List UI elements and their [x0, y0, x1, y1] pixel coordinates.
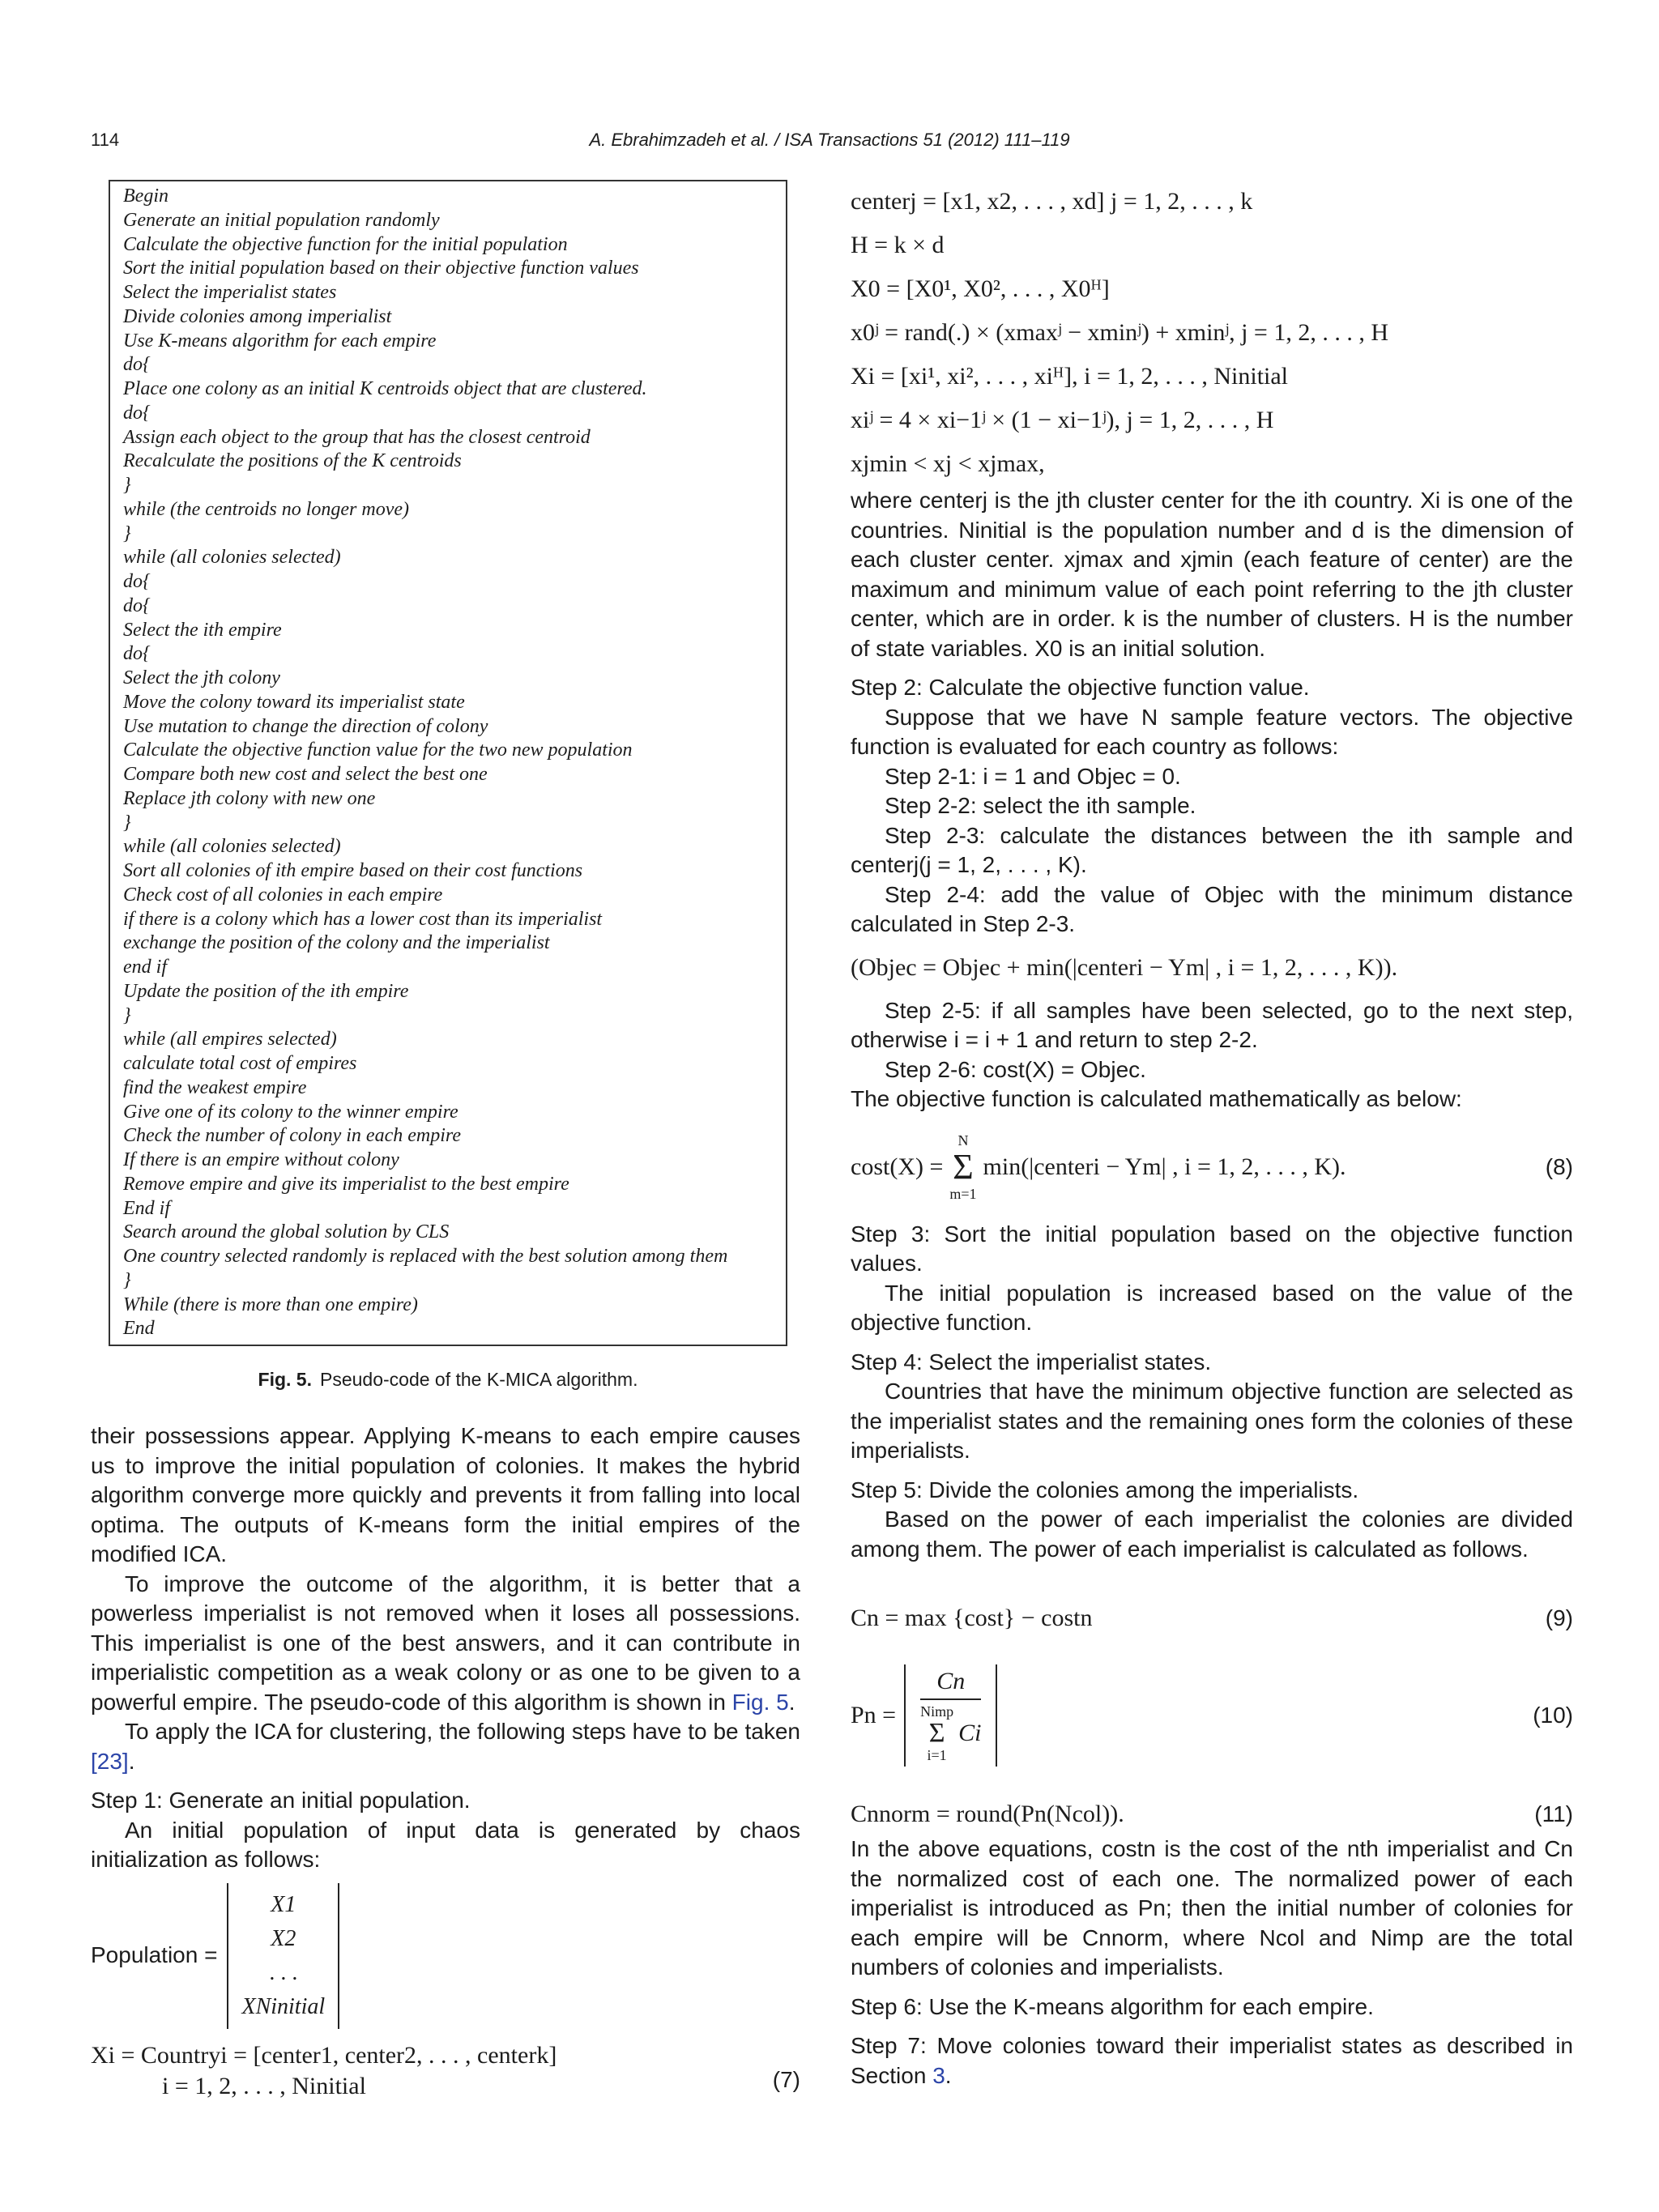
pseudo-code-line: One country selected randomly is replaced with the best solution among them: [123, 1246, 728, 1267]
matrix-row: X2: [271, 1925, 296, 1951]
pseudo-code-line: Search around the global solution by CLS: [123, 1221, 450, 1243]
pseudo-code-line: Select the ith empire: [123, 619, 282, 641]
pseudo-code-line: }: [123, 1269, 131, 1291]
eq8-sum: [949, 1132, 976, 1203]
population-label: Population =: [91, 1942, 218, 1968]
pseudo-code-line: }: [123, 475, 131, 496]
page-number: 114: [91, 130, 120, 150]
substep: Step 2-1: i = 1 and Objec = 0.: [885, 763, 1181, 789]
eq8-rhs: min(|centeri − Ym| , i = 1, 2, . . . , K).: [983, 1153, 1346, 1180]
pseudo-code-line: Begin: [123, 185, 168, 207]
step-heading: Step 1: Generate an initial population.: [91, 1788, 471, 1813]
pseudo-code-line: Check the number of colony in each empire: [123, 1125, 461, 1147]
equation-number: (10): [1533, 1703, 1573, 1728]
section-link[interactable]: 3: [932, 2062, 945, 2088]
matrix-row: X1: [271, 1891, 296, 1917]
eq7-line2: i = 1, 2, . . . , Ninitial: [162, 2072, 366, 2099]
equation-line: centerj = [x1, x2, . . . , xd] j = 1, 2, . . . , k: [851, 188, 1253, 215]
paragraph: The initial population is increased based on the value of the objective function.: [851, 1280, 1573, 1335]
running-head: A. Ebrahimzadeh et al. / ISA Transactions 51 (2012) 111–119: [589, 130, 1070, 150]
reference-link[interactable]: [23]: [91, 1748, 129, 1774]
pseudo-code-line: Compare both new cost and select the best one: [123, 764, 488, 785]
pseudo-code-line: Divide colonies among imperialist: [123, 305, 392, 327]
sum-lower: m=1: [949, 1185, 977, 1202]
punct: .: [945, 2062, 952, 2088]
figure-link[interactable]: Fig. 5: [731, 1689, 789, 1715]
step-text: Step 7: Move colonies toward their imperialist states as described in Section: [851, 2033, 1573, 2088]
eq10-fraction: [904, 1664, 997, 1767]
step-heading: Step 4: Select the imperialist states.: [851, 1349, 1212, 1375]
pseudo-code-line: Check cost of all colonies in each empire: [123, 884, 443, 906]
pseudo-code-line: Generate an initial population randomly: [123, 209, 440, 231]
substep: Step 2-6: cost(X) = Objec.: [885, 1056, 1146, 1082]
equation-line: X0 = [X0¹, X0², . . . , X0ᴴ]: [851, 275, 1110, 302]
paragraph: [91, 1570, 800, 1718]
step-heading: Step 5: Divide the colonies among the imperialists.: [851, 1477, 1359, 1502]
pseudo-code-line: while (the centroids no longer move): [123, 498, 410, 520]
left-column: [91, 1421, 800, 2102]
eq9-text: Cn = max {cost} − costn: [851, 1605, 1093, 1631]
pseudo-code-line: end if: [123, 957, 167, 978]
figure-label: Fig. 5.: [258, 1369, 312, 1390]
equation-line: xiʲ = 4 × xi−1ʲ × (1 − xi−1ʲ), j = 1, 2, . . . , H: [851, 407, 1274, 433]
pseudo-code-line: Select the jth colony: [123, 667, 280, 688]
paragraph-text: To improve the outcome of the algorithm, it is better that a powerless imperialist is not removed when it loses all possessions. This imperialist is one of the best answers, and it can contribute in imperialistic competition as a weak colony or as one to be given to a powerful empire. The pseudo-code of this algorithm is shown in: [91, 1571, 800, 1715]
equation-number: (7): [772, 2066, 800, 2092]
pseudo-code-line: do{: [123, 595, 151, 616]
pseudo-code-line: find the weakest empire: [123, 1076, 307, 1098]
pseudo-code-line: Use mutation to change the direction of colony: [123, 715, 488, 737]
pseudo-code-lines: [123, 185, 727, 1341]
pseudo-code-line: while (all colonies selected): [123, 547, 341, 569]
pseudo-code-line: Move the colony toward its imperialist state: [123, 691, 465, 713]
equation-8: [851, 1115, 1573, 1220]
pseudo-code-line: }: [123, 1004, 131, 1026]
matrix-row: . . .: [269, 1959, 298, 1985]
sigma-symbol: Σ: [953, 1146, 974, 1187]
paragraph: Suppose that we have N sample feature vectors. The objective function is evaluated for each country as follows:: [851, 704, 1573, 759]
step-heading: Step 6: Use the K-means algorithm for each empire.: [851, 1993, 1374, 2019]
pseudo-code-line: Use K-means algorithm for each empire: [123, 330, 437, 352]
population-equation: [91, 1883, 800, 2029]
pseudo-code-line: do{: [123, 643, 151, 665]
paragraph: [91, 1717, 800, 1776]
paragraph-text: To apply the ICA for clustering, the following steps have to be taken: [125, 1719, 800, 1744]
equation-10: [851, 1639, 1573, 1792]
pseudo-code-line: While (there is more than one empire): [123, 1294, 418, 1315]
matrix-row: XNinitial: [241, 1993, 326, 2019]
substep: Step 2-3: calculate the distances between the ith sample and centerj(j = 1, 2, . . . , K).: [851, 822, 1573, 877]
pseudo-code-line: do{: [123, 354, 151, 376]
right-column: [851, 180, 1573, 2091]
pseudo-code-line: Replace jth colony with new one: [123, 787, 376, 809]
equation-number: (9): [1545, 1605, 1573, 1630]
eq11-text: Cnnorm = round(Pn(Ncol)).: [851, 1801, 1124, 1827]
pseudo-code-line: }: [123, 812, 131, 833]
paragraph: The objective function is calculated mathematically as below:: [851, 1086, 1462, 1111]
pseudo-code-line: If there is an empire without colony: [123, 1149, 399, 1170]
pseudo-code-line: }: [123, 522, 131, 544]
pseudo-code-line: Recalculate the positions of the K centroids: [123, 450, 462, 472]
pseudo-code-line: Place one colony as an initial K centroids object that are clustered.: [123, 378, 647, 399]
step-heading: [851, 2031, 1573, 2091]
substep: Step 2-4: add the value of Objec with the minimum distance calculated in Step 2-3.: [851, 881, 1573, 936]
pseudo-code-line: Assign each object to the group that has the closest centroid: [123, 426, 591, 448]
pseudo-code-line: Select the imperialist states: [123, 282, 337, 303]
pseudo-code-line: Sort the initial population based on their objective function values: [123, 258, 639, 279]
equation-line: xjmin < xj < xjmax,: [851, 450, 1045, 477]
pseudo-code-line: do{: [123, 402, 151, 424]
pseudo-code-line: Give one of its colony to the winner empire: [123, 1101, 458, 1123]
pseudo-code-line: while (all colonies selected): [123, 836, 341, 858]
eq10-sum: [920, 1703, 953, 1763]
paragraph: their possessions appear. Applying K-means to each empire causes us to improve the initial population of colonies. It makes the hybrid algorithm converge more quickly and prevents it from falling into local optima. The outputs of K-means form the initial empires of the modified ICA.: [91, 1423, 800, 1566]
substep: Step 2-5: if all samples have been selected, go to the next step, otherwise i = i + 1 and return to step 2-2.: [851, 997, 1573, 1052]
figure-caption-text: Pseudo-code of the K-MICA algorithm.: [319, 1369, 638, 1390]
sum-term: Ci: [958, 1720, 982, 1746]
pseudo-code-line: calculate total cost of empires: [123, 1053, 357, 1074]
pseudo-code-line: while (all empires selected): [123, 1029, 337, 1051]
eq10-lhs: Pn =: [851, 1702, 897, 1728]
equation-line: x0ʲ = rand(.) × (xmaxʲ − xminʲ) + xminʲ, j = 1, 2, . . . , H: [851, 319, 1388, 346]
pseudo-code-line: End if: [123, 1197, 170, 1219]
pseudo-code-box: [109, 180, 787, 1346]
fraction-denominator: [920, 1700, 981, 1763]
pseudo-code-line: Calculate the objective function for the initial population: [123, 233, 568, 255]
pseudo-code-line: Sort all colonies of ith empire based on their cost functions: [123, 860, 583, 881]
population-matrix: [227, 1883, 339, 2029]
pseudo-code-line: Remove empire and give its imperialist to the best empire: [123, 1173, 569, 1195]
equation-line: H = k × d: [851, 232, 945, 258]
pseudo-code-line: End: [123, 1318, 155, 1340]
paragraph: An initial population of input data is generated by chaos initialization as follows:: [91, 1817, 800, 1872]
figure-caption: [109, 1369, 787, 1391]
sum-lower: i=1: [927, 1747, 947, 1763]
sum-upper: N: [957, 1132, 969, 1149]
paragraph: where centerj is the jth cluster center for the ith country. Xi is one of the countries. Ninitial is the population number and d is the dimension of each cluster center. xjmax and xjmin (each feature of center) are the maximum and minimum value of each point referring to the jth cluster center, which are in order. k is the number of clusters. H is the number of state variables. X0 is an initial solution.: [851, 488, 1573, 661]
pseudo-code-line: Calculate the objective function value for the two new population: [123, 739, 633, 761]
step-heading: Step 3: Sort the initial population based on the objective function values.: [851, 1221, 1573, 1276]
paragraph: Based on the power of each imperialist the colonies are divided among them. The power of each imperialist is calculated as follows.: [851, 1507, 1573, 1562]
equation-11: [851, 1792, 1573, 1835]
equation-9: [851, 1596, 1573, 1639]
equation-7: [91, 2040, 800, 2102]
pseudo-code-line: do{: [123, 571, 151, 592]
equation-number: (8): [1545, 1153, 1573, 1179]
pseudo-code-line: exchange the position of the colony and the imperialist: [123, 932, 550, 954]
pseudo-code-line: Update the position of the ith empire: [123, 980, 409, 1002]
substep: Step 2-2: select the ith sample.: [885, 793, 1196, 818]
chaos-equations: [851, 180, 1573, 486]
pseudo-code-line: if there is a colony which has a lower cost than its imperialist: [123, 908, 603, 930]
punct: .: [788, 1689, 795, 1715]
punct: .: [128, 1748, 135, 1774]
equation-number: (11): [1534, 1801, 1573, 1826]
fraction-numerator: Cn: [920, 1668, 981, 1700]
paragraph: Countries that have the minimum objective function are selected as the imperialist states and the remaining ones form the colonies of these imperialists.: [851, 1379, 1573, 1463]
eq7-line1: Xi = Countryi = [center1, center2, . . . , centerk]: [91, 2041, 557, 2069]
paragraph: In the above equations, costn is the cost of the nth imperialist and Cn the normalized cost of each one. The normalized power of each imperialist is introduced as Pn; then the initial number of colonies for each empire will be Cnnorm, where Ncol and Nimp are the total numbers of colonies and imperialists.: [851, 1836, 1573, 1980]
sum-upper: Nimp: [920, 1703, 954, 1720]
step-heading: Step 2: Calculate the objective function value.: [851, 675, 1310, 700]
sigma-symbol: Σ: [928, 1718, 945, 1748]
eq8-lhs: cost(X) =: [851, 1153, 944, 1180]
objec-equation: (Objec = Objec + min(|centeri − Ym| , i = 1, 2, . . . , K)).: [851, 953, 1398, 981]
equation-line: Xi = [xi¹, xi², . . . , xiᴴ], i = 1, 2, . . . , Ninitial: [851, 363, 1289, 390]
